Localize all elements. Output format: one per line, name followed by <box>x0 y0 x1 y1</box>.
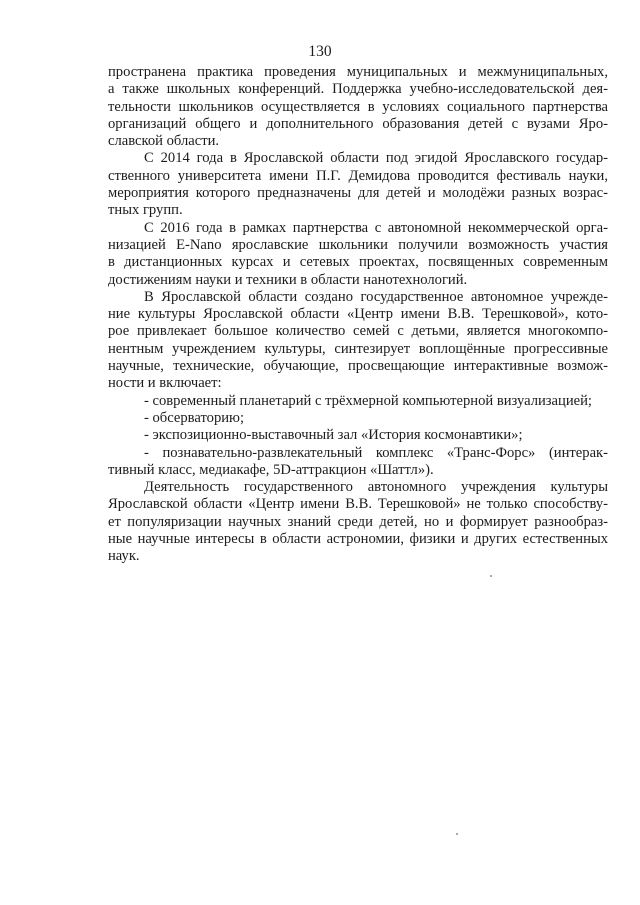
text-line: Деятельность государственного автономного учреждения культуры <box>144 479 608 496</box>
text-line: тельности школьников осуществляется в условиях социального партнерства <box>108 98 608 115</box>
scan-speck <box>456 833 458 835</box>
page-number: 130 <box>308 43 332 60</box>
text-line: научные, технические, обучающие, просвещающие интерактивные возмож- <box>108 358 608 375</box>
text-line: низацией E-Nano ярославские школьники получили возможность участия <box>108 236 608 253</box>
text-line: нентным учреждением культуры, синтезирует воплощённые прогрессивные <box>108 340 608 357</box>
text-line: организаций общего и дополнительного образования детей с вузами Яро- <box>108 115 608 132</box>
text-line: наук. <box>108 548 140 565</box>
text-line: ные научные интересы в области астрономии, физики и других естественных <box>108 531 608 548</box>
text-line: пространена практика проведения муниципальных и межмуниципальных, <box>108 64 608 80</box>
list-item: - обсерваторию; <box>144 409 245 426</box>
text-line: ственного университета имени П.Г. Демидова проводится фестиваль науки, <box>108 167 608 184</box>
text-line: а также школьных конференций. Поддержка учебно-исследовательской дея- <box>108 81 608 98</box>
text-line: тных групп. <box>108 202 183 219</box>
text-line: ности и включает: <box>108 375 222 392</box>
body-text <box>108 64 608 566</box>
text-line: ет популяризации научных знаний среди детей, но и формирует разнообраз- <box>108 513 608 530</box>
text-line: С 2016 года в рамках партнерства с автономной некоммерческой орга- <box>144 219 608 236</box>
text-line: рое привлекает большое количество семей с детьми, является многокомпо- <box>108 323 608 340</box>
list-item: - познавательно-развлекательный комплекс «Транс-Форс» (интерак- <box>144 444 608 461</box>
text-line: С 2014 года в Ярославской области под эгидой Ярославского государ- <box>144 150 608 167</box>
text-line: тивный класс, медиакафе, 5D-аттракцион «Шаттл»). <box>108 461 434 478</box>
text-line: мероприятия которого предназначены для детей и молодёжи разных возрас- <box>108 185 608 202</box>
scan-speck <box>490 575 492 577</box>
text-line: в дистанционных курсах и сетевых проектах, посвященных современным <box>108 254 608 271</box>
text-line: В Ярославской области создано государственное автономное учрежде- <box>144 288 608 305</box>
list-item: - экспозиционно-выставочный зал «История космонавтики»; <box>144 427 523 444</box>
list-item: - современный планетарий с трёхмерной компьютерной визуализацией; <box>144 392 592 409</box>
text-line: славской области. <box>108 133 220 150</box>
text-line: Ярославской области «Центр имени В.В. Терешковой» не только способству- <box>108 496 608 513</box>
text-line: ние культуры Ярославской области «Центр имени В.В. Терешковой», кото- <box>108 306 608 323</box>
text-line: достижениям науки и техники в области нанотехнологий. <box>108 271 468 288</box>
